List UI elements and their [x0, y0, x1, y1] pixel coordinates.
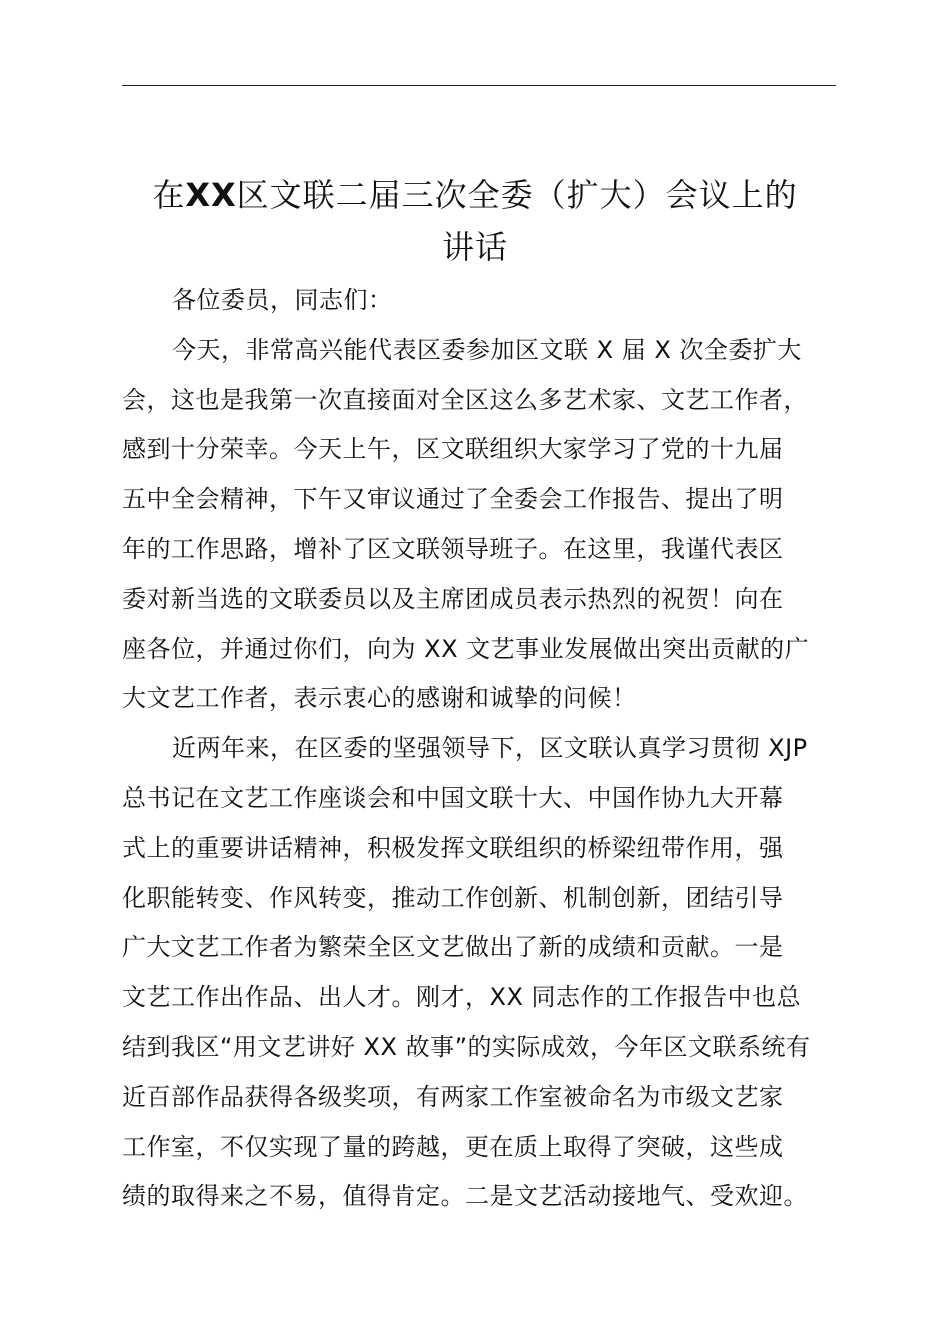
body-line: 委对新当选的文联委员以及主席团成员表示热烈的祝贺！向在: [122, 584, 784, 613]
body-line: 座各位，并通过你们，向为 XX 文艺事业发展做出突出贡献的广: [122, 634, 810, 663]
body-line: 式上的重要讲话精神，积极发挥文联组织的桥梁纽带作用，强: [122, 833, 784, 862]
title-part-c: 区文联二届三次全委（扩大）会议上的: [236, 176, 798, 215]
body-line: 结到我区“用文艺讲好 XX 故事”的实际成效，今年区文联系统有: [122, 1032, 811, 1061]
body-line: 文艺工作出作品、出人才。刚才，XX 同志作的工作报告中也总: [122, 983, 802, 1012]
title-line-2: 讲话: [441, 228, 508, 267]
title-line-1: [100, 169, 850, 221]
body-line: 近百部作品获得各级奖项，有两家工作室被命名为市级文艺家: [122, 1082, 784, 1111]
body-line: 绩的取得来之不易，值得肯定。二是文艺活动接地气、受欢迎。: [122, 1182, 808, 1211]
body-line: 今天，非常高兴能代表区委参加区文联 X 届 X 次全委扩大: [172, 335, 802, 364]
body-line: 工作室，不仅实现了量的跨越，更在质上取得了突破，这些成: [122, 1132, 784, 1161]
body-line: 广大文艺工作者为繁荣全区文艺做出了新的成绩和贡献。一是: [122, 933, 784, 962]
salutation: 各位委员，同志们：: [172, 286, 393, 314]
header-rule: [122, 85, 836, 86]
body-line: 大文艺工作者，表示衷心的感谢和诚挚的问候！: [122, 684, 637, 713]
body-line: 近两年来，在区委的坚强领导下，区文联认真学习贯彻 XJP: [172, 734, 808, 763]
title-part-a: 在: [152, 176, 186, 215]
body-line: 年的工作思路，增补了区文联领导班子。在这里，我谨代表区: [122, 534, 784, 563]
document-title: [100, 169, 850, 273]
body-line: 五中全会精神，下午又审议通过了全委会工作报告、提出了明: [122, 485, 784, 514]
body-line: 总书记在文艺工作座谈会和中国文联十大、中国作协九大开幕: [122, 783, 784, 812]
body-line: 感到十分荣幸。今天上午，区文联组织大家学习了党的十九届: [122, 435, 784, 464]
body-line: 化职能转变、作风转变，推动工作创新、机制创新，团结引导: [122, 883, 784, 912]
body-line: 会，这也是我第一次直接面对全区这么多艺术家、文艺工作者，: [122, 385, 808, 414]
document-body: [122, 276, 838, 1222]
title-part-b: XX: [185, 176, 237, 215]
